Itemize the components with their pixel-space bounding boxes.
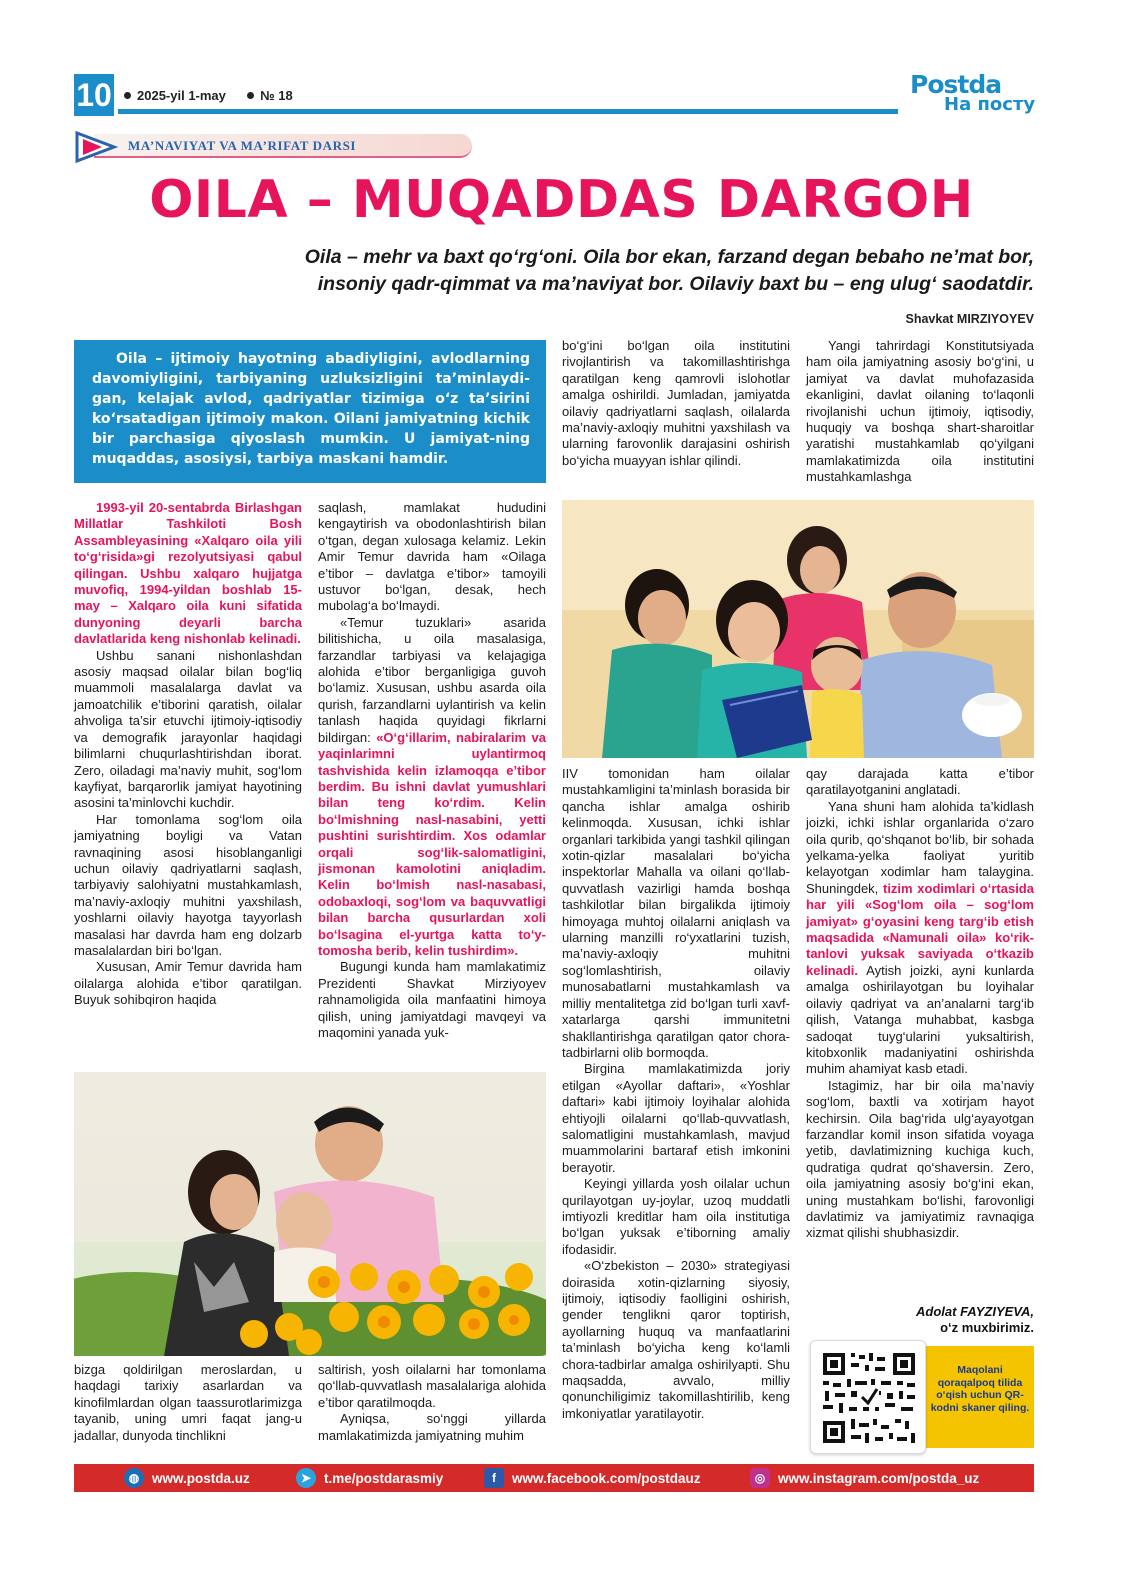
section-label: MA’NAVIYAT VA MA’RIFAT DARSI <box>128 138 357 153</box>
page-number: 10 <box>74 74 114 116</box>
footer-website-text: www.postda.uz <box>152 1470 250 1486</box>
paragraph: qay darajada katta e’tibor qaratilayotganini anglatadi. <box>806 766 1034 798</box>
paragraph-text: «Temur tuzuklari» asarida bilitishicha, u oila masalasiga, farzandlar tarbiyasi va kelajagiga alohida e’tibor berganligiga guvoh bo‘lamiz. Xususan, ushbu asarda oila qurish, farzandlarni uylantirish va kelin tanlash haqida quyidagi fikrlarni bildirgan: <box>318 614 546 745</box>
footer-telegram[interactable] <box>296 1468 443 1488</box>
paragraph-text: Yana shuni ham alohida ta’kidlash joizki, ichki ishlar organlarida o‘zaro oila qurib, qo‘shqanot bo‘lib, bir sohada yelkama-yelka faoliyat yuritib kelayotgan xodimlar ham talaygina. Shuningdek, <box>806 798 1034 896</box>
highlight-text: tizim xodimlari o‘rtasida har yili «Sog‘lom oila – sog‘lom jamiyat» g‘oyasini keng targ‘ib etish maqsadida «Namunali oila» ko‘rik-tanlovi yuksak saviyada o‘tkazib kelinadi. <box>806 880 1034 978</box>
footer-facebook-text: www.facebook.com/postdauz <box>512 1470 701 1486</box>
paragraph: Ushbu sanani nishonlashdan asosiy maqsad oilalar bilan bog‘liq muammoli masalalarga davlat va jamoatchilik e’tiborini qaratish, oilalar ahvoliga ta’sir etuvchi ijtimoiy-iqtisodiy va demografik jarayonlar haqidagi bilimlarni chuqurlashtirishdan iborat. Zero, oiladagi ma’naviy muhit, sog‘lom kayfiyat, barqarorlik jamiyat hayotining asosini ta’minlovchi kuchdir. <box>74 647 302 811</box>
author-signature <box>916 1304 1034 1336</box>
paragraph: Har tomonlama sog‘lom oila jamiyatning boyligi va Vatan ravnaqining asosi hisoblanganligi uchun oilaviy qadriyatlarni saqlash, tarbiyaviy salohiyatni mustahkamlash, ma’naviy-axloqiy muhitni yaxshilash, yoshlarni oilaviy hayotga tayyorlash masalasi har davrda ham eng dolzarb masalalardan biri bo‘lgan. <box>74 811 302 958</box>
paragraph-text: Aytish joizki, ayni kunlarda amalga oshirilayotgan bu loyihalar oilaviy qadriyat va an’analarni targ‘ib qilish, Vatanga muhabbat, kasbga sadoqat tuyg‘ularini yuksaltirish, kitobxonlik madaniyatini oshirishda muhim ahamiyat kasb etadi. <box>806 962 1034 1077</box>
column-4-top <box>806 338 1034 486</box>
epigraph-line2: insoniy qadr-qimmat va ma’naviyat bor. Oilaviy baxt bu – eng ulug‘ saodatdir. <box>317 273 1034 295</box>
intro-callout: Oila – ijtimoiy hayotning abadiyligini, avlodlarning davomiyligini, tarbiyaning uzluksizligini ta’minlaydi-gan, kelajak avlod, qadriyatlar tizimiga o‘z ta’sirini ko‘rsatadigan ijtimoiy makon. Oilani jamiyatning kichik bir parchasiga qiyoslash mumkin. U jamiyat-ning muqaddas, asosiysi, tarbiya maskani hamdir. <box>74 340 546 483</box>
epigraph-author: Shavkat MIRZIYOYEV <box>905 312 1034 326</box>
paragraph: Ayniqsa, so‘nggi yillarda mamlakatimizda jamiyatning muhim <box>318 1411 546 1443</box>
column-2-bottom <box>318 1362 546 1444</box>
footer-telegram-text: t.me/postdarasmiy <box>324 1470 444 1486</box>
epigraph <box>150 244 1034 298</box>
issue-number: № 18 <box>260 88 293 103</box>
quote-highlight: «O‘g‘illarim, nabiralarim va yaqinlarimni uylantirmoq tashvishida kelin izlamoqqa e’tibor berdim. Bu ishni davlat yumushlari bilan teng ko‘rdim. Kelin bo‘lmishning nasl-nasabini, yetti pushtini surishtirdim. Xos odamlar orqali sog‘lik-salomatligini, jismonan kamolotini aniqladim. Kelin bo‘lmish nasl-nasabasi, odobaxloqi, sog‘lom va baquvvatligi bilan barcha qusurlardan xoli bo‘lsagina el-yurtga katta to‘y-tomosha berib, kelin tushirdim». <box>318 729 546 958</box>
bullet-icon <box>124 92 131 99</box>
newspaper-logo <box>910 70 1036 118</box>
telegram-icon: ➤ <box>296 1468 316 1488</box>
issue-date: 2025-yil 1-may <box>137 88 226 103</box>
paragraph: Istagimiz, har bir oila ma’naviy sog‘lom, baxtli va xotirjam hayot kechirsin. Oila bag‘rida ulg‘ayayotgan farzandlar komil inson sifatida voyaga yetib, davlatimizning kuchiga kuch, qudratiga qudrat qo‘shaversin. Zero, oila jamiyatning asosiy bo‘g‘ini ekan, uning mustahkam bo‘lishi, farovonligi davlatimiz va jamiyatimiz ravnaqiga xizmat qilishi shubhasizdir. <box>806 1077 1034 1241</box>
paragraph: Xususan, Amir Temur davrida ham oilalarga alohida e’tibor qaratilgan. Buyuk sohibqiron haqida <box>74 959 302 1008</box>
family-reading-photo <box>562 500 1034 758</box>
paragraph: saqlash, mamlakat hududini kengaytirish va obodonlashtirish bilan o‘tgan, degan xulosaga kelamiz. Lekin Amir Temur davrida ham «Oilaga e’tibor – davlatga e’tibor» tamoyili ustuvor bo‘lgan, desak, hech mubolag‘a bo‘lmaydi. <box>318 500 546 614</box>
column-1 <box>74 500 302 1009</box>
facebook-icon: f <box>484 1468 504 1488</box>
logo-line1: Postda <box>910 70 1002 99</box>
column-4 <box>806 766 1034 1242</box>
paragraph: Birgina mamlakatimizda joriy etilgan «Ayollar daftari», «Yoshlar daftari» kabi ijtimoiy loyihalar alohida ehtiyojli oilalarni qo‘llab-quvvatlash, salomatligini mustahkamlash, mavjud muammolarini bartaraf etish imkonini berayotir. <box>562 1061 790 1175</box>
paragraph <box>318 615 546 960</box>
paragraph: saltirish, yosh oilalarni har tomonlama qo‘llab-quvvatlash masalalariga alohida e’tibor qaratilmoqda. <box>318 1362 546 1410</box>
article-title: OILA – MUQADDAS DARGOH <box>149 170 974 230</box>
footer-bar <box>74 1464 1034 1492</box>
qr-code-icon <box>811 1341 927 1455</box>
section-tag <box>74 130 474 164</box>
column-1-bottom <box>74 1362 302 1444</box>
column-3 <box>562 766 790 1422</box>
footer-website[interactable] <box>124 1468 250 1488</box>
footer-instagram-text: www.instagram.com/postda_uz <box>778 1470 980 1486</box>
paragraph: «O‘zbekiston – 2030» strategiyasi doirasida xotin-qizlarning siyosiy, ijtimoiy, iqtisodiy faolligini oshirish, gender tenglikni qaror toptirish, ayollarning huquq va manfaatlarini ta’minlash bo‘yicha keng ko‘lamli chora-tadbirlar amalga oshirilyapti. Shu maqsadda, avvalo, milliy qonunchiligimiz takomillashtirilib, keng imkoniyatlar yaratilayotir. <box>562 1258 790 1421</box>
epigraph-line1: Oila – mehr va baxt qo‘rg‘oni. Oila bor ekan, farzand degan bebaho ne’mat bor, <box>304 246 1034 268</box>
paragraph: Yangi tahrirdagi Konstitutsiyada ham oila jamiyatning asosiy bo‘g‘ini, u jamiyat va davlat muhofazasida ekanligini, davlat oilaning to‘laqonli rivojlanishi uchun ijtimoiy, iqtisodiy, huquqiy va boshqa shart-sharoitlar yaratishi mustahkamlab qo‘yilgani mamlakatimizda oila institutini mustahkamlashga <box>806 338 1034 485</box>
paragraph: Bugungi kunda ham mamlakatimiz Prezidenti Shavkat Mirziyoyev rahnamoligida oila manfaatini himoya qilish, uning jamiyatdagi mavqeyi va maqomini yanada yuk- <box>318 959 546 1040</box>
qr-block <box>810 1340 1034 1454</box>
paragraph <box>806 799 1034 1078</box>
qr-instruction: Maqolani qoraqalpoq tilida o‘qish uchun QR-kodni skaner qiling. <box>930 1364 1030 1414</box>
footer-facebook[interactable] <box>484 1468 701 1488</box>
paragraph: IIV tomonidan ham oilalar mustahkamligini ta’minlash borasida bir qancha ishlar amalga oshirib kelinmoqda. Xususan, ichki ishlar organlari tarkibida yangi tashkil qilingan xotin-qizlar masalalari bo‘yicha inspektorlar Mahalla va oilani qo‘llab-quvvatlash vazirligi hamda boshqa tashkilotlar bilan birgalikda ijtimoiy himoyaga muhtoj oilalarni aniqlash va ularning manzilli ro‘yxatlarini tuzish, ma’naviy-axloqiy muhitni sog‘lomlashtirish, oilaviy munosabatlarni mustahkamlash va milliy mentalitetga zid bo‘lgan turli xavf-xatarlarga qarshi immunitetni shakllantirishga qaratilgan qator chora-tadbirlarni olib bormoqda. <box>562 766 790 1060</box>
header-rule <box>118 109 898 114</box>
paragraph: bizga qoldirilgan meroslardan, u haqdagi tarixiy asarlardan va kinofilmlardan olgan taassurotlarimizga tayanib, uning umri faqat jang-u jadallar, dunyoda tinchlikni <box>74 1362 302 1443</box>
footer-instagram[interactable] <box>750 1468 979 1488</box>
globe-icon: ◍ <box>124 1468 144 1488</box>
instagram-icon: ◎ <box>750 1468 770 1488</box>
column-2 <box>318 500 546 1041</box>
paragraph: bo‘g‘ini bo‘lgan oila institutini rivojlantirish va takomillashtirishga qaratilgan keng qamrovli islohotlar amalga oshirildi. Jumladan, jamiyatda oilaviy qadriyatlarni saqlash, oilalarda ma’naviy-axloqiy muhitni yaxshilash va ularning farovonlik darajasini oshirish bo‘yicha muayyan ishlar qilindi. <box>562 338 790 468</box>
bullet-icon <box>247 92 254 99</box>
family-flowers-photo <box>74 1072 546 1356</box>
author-name: Adolat FAYZIYEVA, <box>916 1304 1034 1319</box>
issue-info <box>124 88 293 103</box>
column-3-top <box>562 338 790 469</box>
play-triangle-icon <box>74 130 118 164</box>
qr-code[interactable] <box>810 1340 926 1454</box>
author-role: o‘z muxbirimiz. <box>940 1320 1034 1335</box>
paragraph: Keyingi yillarda yosh oilalar uchun qurilayotgan uy-joylar, uzoq muddatli imtiyozli kreditlar ham oila institutiga bo‘lgan yuksak e’tiborning amaliy ifodasidir. <box>562 1176 790 1257</box>
logo-line2: На посту <box>944 94 1036 115</box>
lead-paragraph: 1993-yil 20-sentabrda Birlashgan Millatlar Tashkiloti Bosh Assambleyasining «Xalqaro oila yili to‘g‘risida»gi rezolyutsiyasi qabul qilingan. Ushbu xalqaro hujjatga muvofiq, 1994-yildan boshlab 15-may – Xalqaro oila kuni sifatida dunyoning deyarli barcha davlatlarida keng nishonlab kelinadi. <box>74 500 302 647</box>
